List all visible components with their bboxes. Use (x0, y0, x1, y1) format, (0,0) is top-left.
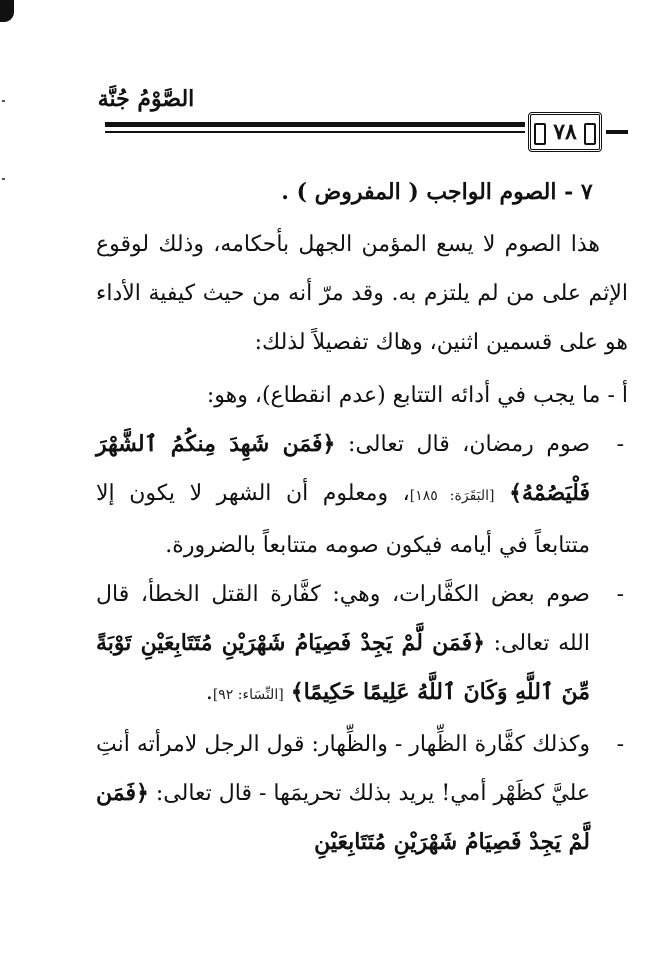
item-dash: - (616, 432, 624, 457)
header-rule-thick (105, 122, 525, 127)
item-text-before: صوم رمضان، قال تعالى: (348, 432, 590, 457)
item-dash: - (616, 732, 624, 757)
page-body (96, 170, 628, 867)
quran-verse: ﴿فَمَن لَّمْ يَجِدْ فَصِيَامُ شَهْرَيْنِ مُتَتَابِعَيْنِ تَوْبَةً مِّنَ ٱللَّهِ وَكَانَ ٱللَّهُ عَلِيمًا حَكِيمًا﴾ (96, 630, 590, 705)
page-corner-mark (0, 0, 14, 22)
running-title: الصَّوْمُ جُنَّة (97, 86, 195, 112)
list-item (96, 420, 628, 570)
margin-speck (2, 100, 5, 102)
margin-speck (2, 178, 5, 180)
item-text-before: صوم بعض الكفَّارات، وهي: كفَّارة القتل الخطأ، قال الله تعالى: (96, 582, 590, 656)
item-text-before: وكذلك كفَّارة الظِّهار - والظِّهار: قول الرجل لامرأته أنتِ عليَّ كظَهْر أمي! يريد بذلك تحريمَها - قال تعالى: (96, 732, 590, 806)
list-item (96, 720, 628, 867)
header-right-dash (606, 130, 628, 134)
page-number: ٧٨ (553, 119, 577, 145)
list-item (96, 570, 628, 720)
header-rule-thin (105, 131, 525, 133)
intro-paragraph: هذا الصوم لا يسع المؤمن الجهل بأحكامه، وذلك لوقوع الإثم على من لم يلتزم به. وقد مرّ أنه من حيث كيفية الأداء هو على قسمين اثنين، وهاك تفصيلاً لذلك: (96, 232, 628, 355)
verse-citation: [البَقَرَة: ١٨٥] (409, 488, 495, 504)
item-text-after: ، ومعلوم أن الشهر لا يكون إلا متتابعاً في أيامه فيكون صومه متتابعاً بالضرورة. (96, 481, 590, 558)
verse-citation: [النِّسَاء: ٩٢] (212, 687, 284, 703)
item-dash: - (616, 582, 624, 607)
quran-verse: ﴿فَمَن لَّمْ يَجِدْ فَصِيَامُ شَهْرَيْنِ مُتَتَابِعَيْنِ (96, 780, 590, 855)
section-heading: ٧ - الصوم الواجب ( المفروض ) . (281, 179, 593, 205)
subsection-label: أ - ما يجب في أدائه التتابع (عدم انقطاع)، وهو: (206, 383, 628, 408)
quran-verse: ﴿فَمَن شَهِدَ مِنكُمُ ٱلشَّهْرَ فَلْيَصُمْهُ﴾ (96, 431, 590, 506)
page-number-frame (528, 112, 602, 152)
item-text-after: . (205, 680, 213, 705)
header-rule (105, 122, 525, 136)
